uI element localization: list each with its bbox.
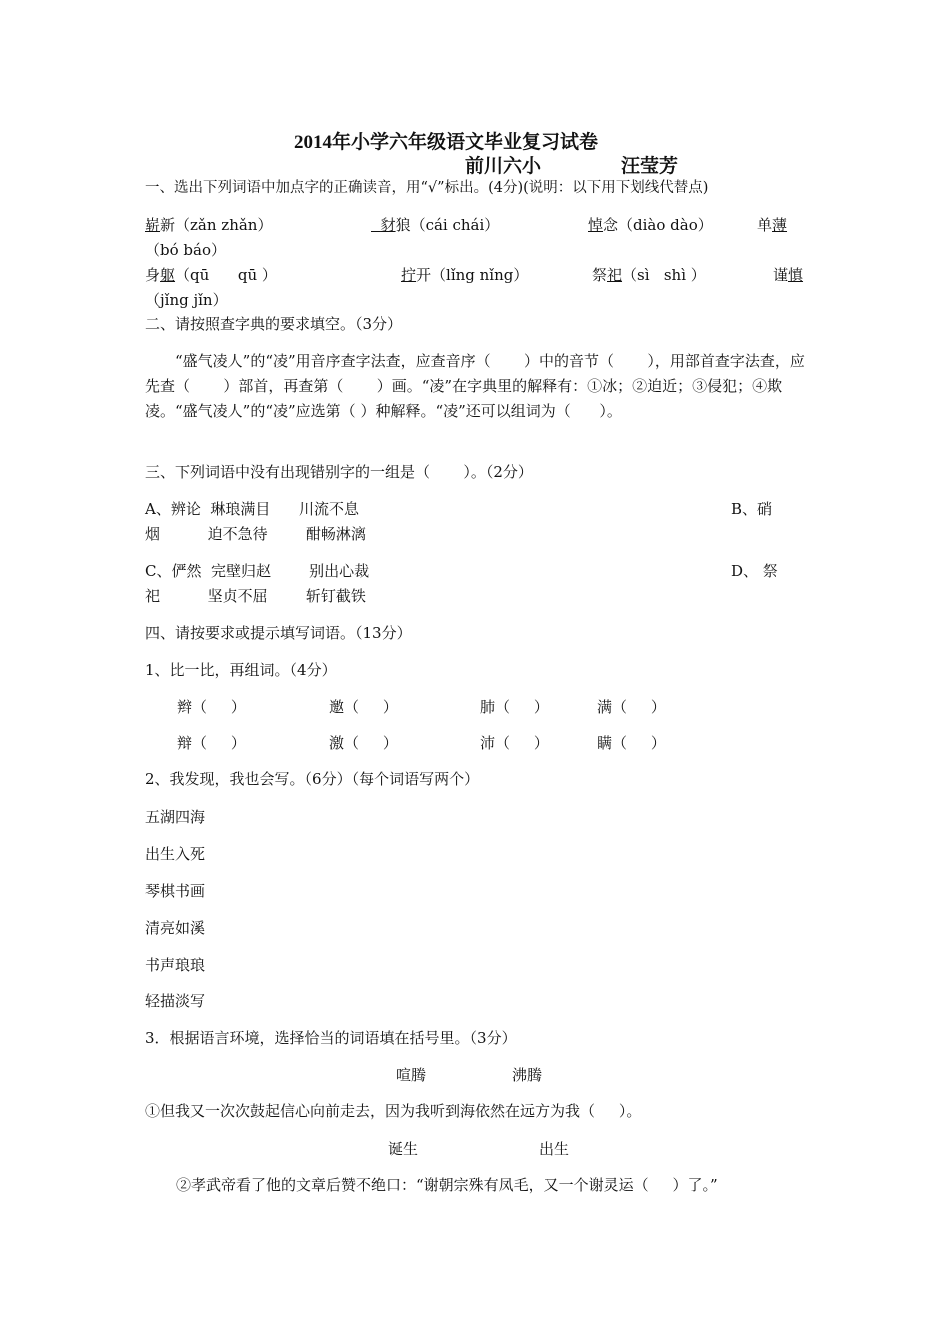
q4-sub1: 1、比一比，再组词。（4分） xyxy=(145,661,337,679)
q1-item-5 xyxy=(145,265,277,285)
compare-word: 肺（ ） xyxy=(480,698,549,716)
q1-item-8 xyxy=(773,265,803,285)
q4-sub3: 3．根据语言环境，选择恰当的词语填在括号里。（3分） xyxy=(145,1029,517,1047)
q2-heading: 二、请按照查字典的要求填空。（3分） xyxy=(145,315,403,333)
compare-word: 满（ ） xyxy=(597,698,666,716)
item-pre: 谨 xyxy=(773,266,789,284)
marked-char: 豺 xyxy=(380,216,396,234)
school-name: 前川六小 xyxy=(465,156,542,177)
q1-item-6 xyxy=(401,265,528,285)
item-rest: 狼（cái chái） xyxy=(395,216,500,234)
q3-option-a-cont: 烟 迫不急待 酣畅淋漓 xyxy=(145,525,366,543)
item-pre: 单 xyxy=(757,216,773,234)
q3-option-d: D、 祭 xyxy=(731,562,778,580)
q1-heading: 一、选出下列词语中加点字的正确读音，用“√”标出。(4分)(说明：以下用下划线代替点) xyxy=(145,180,709,196)
idiom-item: 出生入死 xyxy=(145,845,206,863)
compare-word: 邀（ ） xyxy=(329,698,398,716)
page-title: 2014年小学六年级语文毕业复习试卷 xyxy=(294,132,599,153)
marked-char: 悼 xyxy=(588,216,604,234)
q3-option-b: B、硝 xyxy=(731,500,773,518)
compare-word: 瞒（ ） xyxy=(597,734,666,752)
word-choice: 诞生 xyxy=(388,1140,419,1158)
idiom-item: 五湖四海 xyxy=(145,808,206,826)
marked-char: 慎 xyxy=(788,266,804,284)
item-rest: 新（zǎn zhǎn） xyxy=(160,216,273,234)
q4-sub2: 2、我发现，我也会写。（6分）（每个词语写两个） xyxy=(145,770,480,788)
q2-paragraph: “盛气凌人”的“凌”用音序查字法查，应查音序（ ）中的音节（ ），用部首查字法查，应先查（ ）部首，再查第（ ）画。“凌”在字典里的解释有：①冰；②迫近；③侵犯；④欺凌。“盛气凌人”的“凌”应选第（ ）种解释。“凌”还可以组词为（ ）。 xyxy=(145,352,805,420)
word-choice: 沸腾 xyxy=(512,1066,543,1084)
marked-char xyxy=(371,216,381,234)
word-choice: 出生 xyxy=(539,1140,570,1158)
item-rest: 念（diào dào） xyxy=(603,216,713,234)
compare-word: 激（ ） xyxy=(329,734,398,752)
q3-option-a: A、辨论 琳琅满目 川流不息 xyxy=(145,500,359,518)
item-rest: 开（lǐng nǐng） xyxy=(416,266,529,284)
compare-word: 沛（ ） xyxy=(480,734,549,752)
item-rest: （sì shì ） xyxy=(622,266,706,284)
idiom-item: 清亮如溪 xyxy=(145,919,206,937)
q1-item-1 xyxy=(145,215,272,235)
idiom-item: 轻描淡写 xyxy=(145,992,206,1010)
marked-char: 祀 xyxy=(607,266,623,284)
word-choice: 喧腾 xyxy=(396,1066,427,1084)
q3-heading: 三、下列词语中没有出现错别字的一组是（ ）。（2分） xyxy=(145,463,533,481)
item-pre: 身 xyxy=(145,266,161,284)
q1-item-4-pinyin: （bó báo） xyxy=(145,241,226,259)
sentence-2: ②孝武帝看了他的文章后赞不绝口：“谢朝宗殊有凤毛，又一个谢灵运（ ）了。” xyxy=(176,1176,718,1194)
q1-item-3 xyxy=(588,215,713,235)
idiom-item: 琴棋书画 xyxy=(145,882,206,900)
q1-item-4 xyxy=(757,215,787,235)
q3-option-c: C、俨然 完壁归赵 别出心裁 xyxy=(145,562,370,580)
item-rest: （qū qū ） xyxy=(175,266,277,284)
marked-char: 躯 xyxy=(160,266,176,284)
marked-char: 薄 xyxy=(772,216,788,234)
q1-item-7 xyxy=(592,265,706,285)
compare-word: 辫（ ） xyxy=(177,698,246,716)
sentence-1: ①但我又一次次鼓起信心向前走去，因为我听到海依然在远方为我（ ）。 xyxy=(145,1102,642,1120)
q3-option-c-cont: 祀 坚贞不屈 斩钉截铁 xyxy=(145,587,366,605)
marked-char: 拧 xyxy=(401,266,417,284)
idiom-item: 书声琅琅 xyxy=(145,956,206,974)
q1-item-2 xyxy=(371,215,499,235)
compare-word: 辩（ ） xyxy=(177,734,246,752)
author-name: 汪莹芳 xyxy=(621,156,679,177)
q4-heading: 四、请按要求或提示填写词语。（13分） xyxy=(145,624,412,642)
marked-char: 崭 xyxy=(145,216,161,234)
item-pre: 祭 xyxy=(592,266,608,284)
q1-item-8-pinyin: （jǐng jǐn） xyxy=(145,291,228,309)
